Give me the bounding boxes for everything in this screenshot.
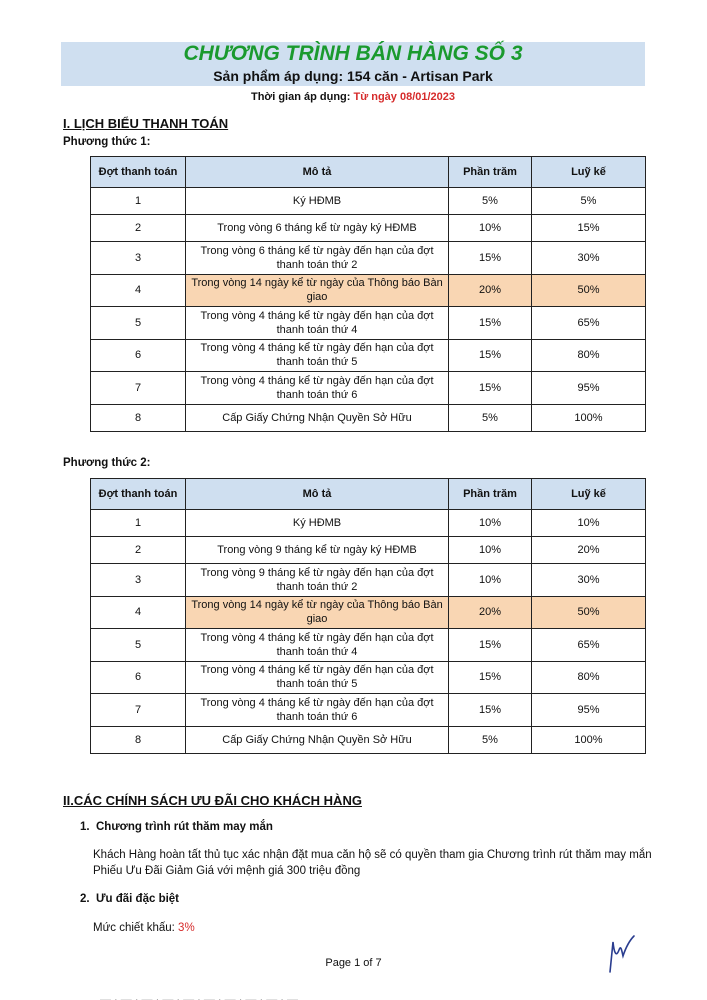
cell-cumulative: 5% <box>532 188 646 215</box>
cell-installment: 8 <box>91 404 186 431</box>
cell-installment: 5 <box>91 629 186 662</box>
cell-percent: 15% <box>449 694 532 727</box>
table-row <box>91 629 646 662</box>
table-row <box>91 537 646 564</box>
benefit-item-1-title: Chương trình rút thăm may mắn <box>95 821 273 833</box>
page-number: Page 1 of 7 <box>325 957 382 969</box>
cell-description: Ký HĐMB <box>186 510 449 537</box>
cell-percent: 5% <box>449 726 532 753</box>
cell-percent: 15% <box>449 629 532 662</box>
table-row <box>91 339 646 372</box>
col-header-percent: Phần trăm <box>449 479 532 510</box>
payment-table-method2 <box>90 478 646 754</box>
method1-label: Phương thức 1: <box>63 136 151 148</box>
cell-cumulative: 30% <box>532 242 646 275</box>
cell-cumulative: 50% <box>532 274 646 307</box>
cell-description: Trong vòng 4 tháng kể từ ngày đến hạn của đợt thanh toán thứ 5 <box>186 661 449 694</box>
cell-cumulative: 80% <box>532 661 646 694</box>
benefit-item-1-number: 1. <box>80 821 90 833</box>
cell-installment: 3 <box>91 242 186 275</box>
cell-percent: 10% <box>449 215 532 242</box>
cell-percent: 10% <box>449 564 532 597</box>
cell-installment: 7 <box>91 372 186 405</box>
cell-description: Cấp Giấy Chứng Nhận Quyền Sở Hữu <box>186 726 449 753</box>
cell-installment: 8 <box>91 726 186 753</box>
page-subtitle: Sản phẩm áp dụng: 154 căn - Artisan Park <box>213 68 493 84</box>
cell-percent: 15% <box>449 372 532 405</box>
cell-cumulative: 65% <box>532 307 646 340</box>
cell-description: Trong vòng 6 tháng kể từ ngày ký HĐMB <box>186 215 449 242</box>
page-title: CHƯƠNG TRÌNH BÁN HÀNG SỐ 3 <box>183 42 523 65</box>
table-row <box>91 372 646 405</box>
cell-installment: 6 <box>91 661 186 694</box>
discount-value: 3% <box>178 922 195 934</box>
discount-label: Mức chiết khấu: <box>93 922 179 934</box>
cell-percent: 10% <box>449 537 532 564</box>
cell-cumulative: 10% <box>532 510 646 537</box>
cell-description: Trong vòng 6 tháng kể từ ngày đến hạn của đợt thanh toán thứ 2 <box>186 242 449 275</box>
apply-time <box>61 90 645 104</box>
cell-description: Trong vòng 14 ngày kể từ ngày của Thông báo Bàn giao <box>186 596 449 629</box>
benefit-item-2-title: Ưu đãi đặc biệt <box>95 893 180 905</box>
cell-installment: 3 <box>91 564 186 597</box>
cell-cumulative: 95% <box>532 694 646 727</box>
col-header-installment: Đợt thanh toán <box>91 479 186 510</box>
cell-installment: 1 <box>91 188 186 215</box>
table-row <box>91 274 646 307</box>
benefit-item-2 <box>80 892 179 906</box>
cell-installment: 2 <box>91 537 186 564</box>
cell-description: Trong vòng 4 tháng kể từ ngày đến hạn của đợt thanh toán thứ 6 <box>186 694 449 727</box>
cell-description: Trong vòng 9 tháng kể từ ngày đến hạn của đợt thanh toán thứ 2 <box>186 564 449 597</box>
payment-table-method1 <box>90 156 646 432</box>
table-row <box>91 215 646 242</box>
section2-heading: II.CÁC CHÍNH SÁCH ƯU ĐÃI CHO KHÁCH HÀNG <box>63 793 362 808</box>
cell-percent: 10% <box>449 510 532 537</box>
cell-percent: 15% <box>449 661 532 694</box>
cell-description: Trong vòng 4 tháng kể từ ngày đến hạn của đợt thanh toán thứ 5 <box>186 339 449 372</box>
cell-installment: 2 <box>91 215 186 242</box>
method2-label: Phương thức 2: <box>63 457 151 469</box>
cell-cumulative: 30% <box>532 564 646 597</box>
cell-cumulative: 100% <box>532 404 646 431</box>
cell-cumulative: 80% <box>532 339 646 372</box>
section1-heading: I. LỊCH BIỂU THANH TOÁN <box>63 116 229 131</box>
cell-percent: 5% <box>449 404 532 431</box>
cell-description: Trong vòng 14 ngày kể từ ngày của Thông báo Bàn giao <box>186 274 449 307</box>
col-header-cumulative: Luỹ kế <box>532 157 646 188</box>
table-row <box>91 510 646 537</box>
benefit-item-1-body: Khách Hàng hoàn tất thủ tục xác nhận đặt mua căn hộ sẽ có quyền tham gia Chương trình rút thăm may mắn Phiếu Ưu Đãi Giảm Giá với mệnh giá 300 triệu đồng <box>93 849 652 877</box>
cell-cumulative: 65% <box>532 629 646 662</box>
cell-installment: 6 <box>91 339 186 372</box>
benefit-item-2-number: 2. <box>80 893 90 905</box>
table-row <box>91 307 646 340</box>
cell-cumulative: 95% <box>532 372 646 405</box>
next-page-cutoff-text: — · — · — · — · — · — · — · — · — · — <box>100 994 298 1000</box>
cell-percent: 20% <box>449 274 532 307</box>
col-header-cumulative: Luỹ kế <box>532 479 646 510</box>
cell-description: Trong vòng 4 tháng kể từ ngày đến hạn của đợt thanh toán thứ 4 <box>186 629 449 662</box>
table-row <box>91 564 646 597</box>
cell-cumulative: 50% <box>532 596 646 629</box>
cell-installment: 5 <box>91 307 186 340</box>
cell-installment: 7 <box>91 694 186 727</box>
table-row <box>91 404 646 431</box>
cell-cumulative: 15% <box>532 215 646 242</box>
table-row <box>91 188 646 215</box>
cell-percent: 15% <box>449 242 532 275</box>
cell-percent: 5% <box>449 188 532 215</box>
cell-installment: 4 <box>91 596 186 629</box>
col-header-description: Mô tả <box>186 157 449 188</box>
table-row <box>91 661 646 694</box>
cell-percent: 15% <box>449 307 532 340</box>
col-header-percent: Phần trăm <box>449 157 532 188</box>
cell-percent: 15% <box>449 339 532 372</box>
cell-description: Trong vòng 4 tháng kể từ ngày đến hạn của đợt thanh toán thứ 4 <box>186 307 449 340</box>
discount-line <box>93 920 653 936</box>
cell-cumulative: 20% <box>532 537 646 564</box>
cell-description: Ký HĐMB <box>186 188 449 215</box>
cell-cumulative: 100% <box>532 726 646 753</box>
apply-time-label: Thời gian áp dụng: <box>250 91 354 103</box>
table-row <box>91 242 646 275</box>
cell-description: Cấp Giấy Chứng Nhận Quyền Sở Hữu <box>186 404 449 431</box>
col-header-description: Mô tả <box>186 479 449 510</box>
table-row <box>91 694 646 727</box>
table-row <box>91 726 646 753</box>
cell-installment: 1 <box>91 510 186 537</box>
table-row <box>91 596 646 629</box>
cell-installment: 4 <box>91 274 186 307</box>
cell-description: Trong vòng 9 tháng kể từ ngày ký HĐMB <box>186 537 449 564</box>
col-header-installment: Đợt thanh toán <box>91 157 186 188</box>
cell-percent: 20% <box>449 596 532 629</box>
benefit-item-1 <box>80 820 273 834</box>
apply-time-value: Từ ngày 08/01/2023 <box>353 91 456 103</box>
cell-description: Trong vòng 4 tháng kể từ ngày đến hạn của đợt thanh toán thứ 6 <box>186 372 449 405</box>
